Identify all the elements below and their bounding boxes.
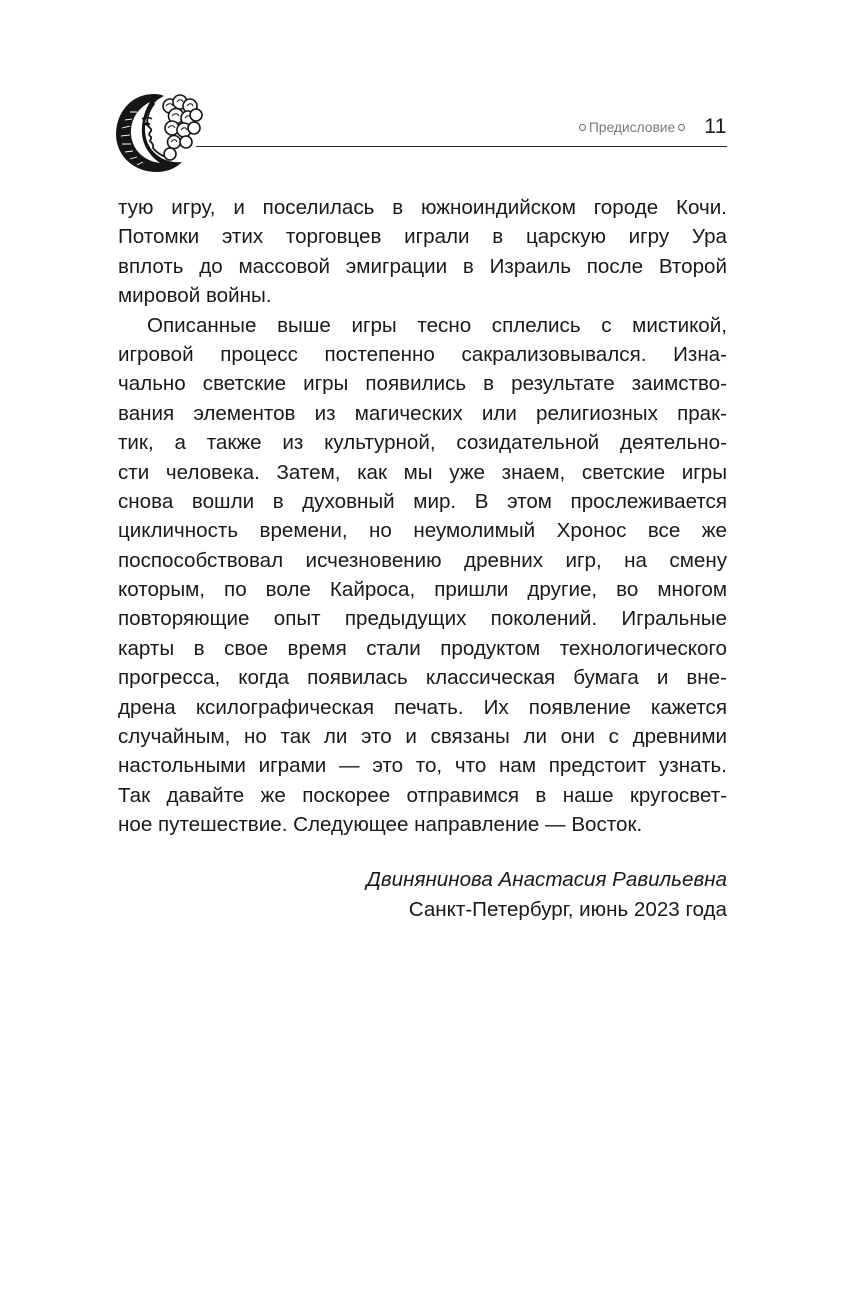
running-head [576, 114, 727, 140]
running-title: Предисловие [588, 119, 676, 135]
crescent-moon-face-icon [110, 88, 206, 178]
text-line: вания элементов из магических или религиозных прак- [118, 401, 727, 425]
text-line: тик, а также из культурной, созидательной деятельно- [118, 431, 727, 455]
ring-ornament-left-icon [579, 124, 586, 131]
signature-place-date: Санкт-Петербург, июнь 2023 года [408, 897, 727, 921]
text-line: дрена ксилографическая печать. Их появление кажется [118, 695, 727, 719]
text-line: поспособствовал исчезновению древних игр, на смену [118, 548, 727, 572]
text-line: настольными играми — это то, что нам предстоит узнать. [118, 754, 727, 778]
text-line: игровой процесс постепенно сакрализовывался. Изна- [118, 342, 727, 366]
ring-ornament-right-icon [678, 124, 685, 131]
text-line: Так давайте же поскорее отправимся в наше кругосвет- [118, 783, 727, 807]
text-line: цикличность времени, но неумолимый Хронос все же [118, 519, 727, 543]
text-line: сти человека. Затем, как мы уже знаем, светские игры [118, 460, 727, 484]
text-line: Потомки этих торговцев играли в царскую игру Ура [118, 225, 727, 249]
text-line: которым, по воле Кайроса, пришли другие, во многом [118, 578, 727, 602]
text-line: прогресса, когда появилась классическая бумага и вне- [118, 666, 727, 690]
text-line: Описанные выше игры тесно сплелись с мистикой, [147, 313, 727, 337]
text-line: случайным, но так ли это и связаны ли они с древними [118, 725, 727, 749]
paragraph [118, 311, 727, 840]
signature-author: Двинянинова Анастасия Равильевна [366, 868, 727, 891]
text-line: вплоть до массовой эмиграции в Израиль после Второй [118, 254, 727, 278]
signature-block [366, 865, 727, 924]
text-line: мировой войны. [118, 284, 272, 308]
page-header [110, 88, 727, 178]
paragraph [118, 193, 727, 311]
page-number: 11 [704, 115, 727, 138]
text-line: чально светские игры появились в результате заимство- [118, 372, 727, 396]
text-line: тую игру, и поселилась в южноиндийском городе Кочи. [118, 196, 727, 219]
text-line: ное путешествие. Следующее направление — Восток. [118, 813, 643, 837]
text-line: снова вошли в духовный мир. В этом прослеживается [118, 489, 727, 513]
text-line: карты в свое время стали продуктом технологического [118, 636, 727, 660]
header-rule [196, 146, 727, 147]
body-text [118, 193, 727, 840]
text-line: повторяющие опыт предыдущих поколений. Игральные [118, 607, 727, 631]
running-title-group [576, 119, 688, 135]
